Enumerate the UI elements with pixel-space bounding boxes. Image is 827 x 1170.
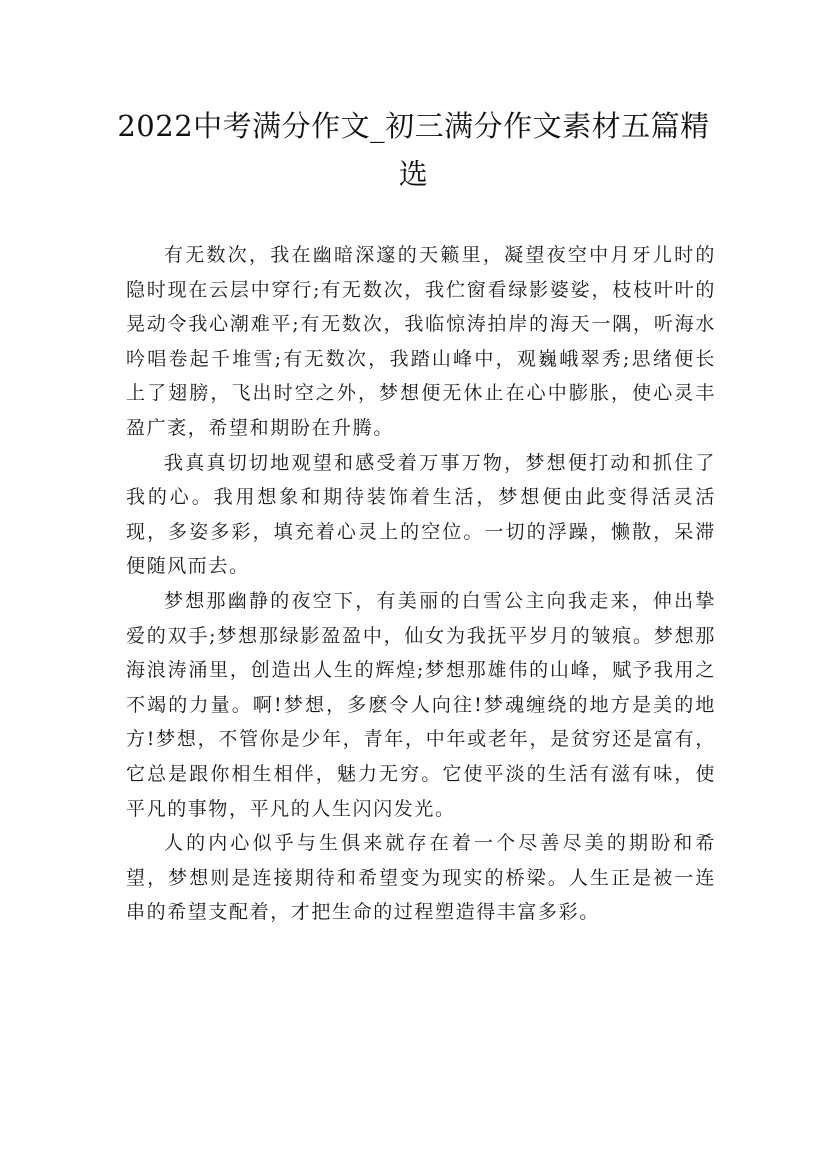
paragraph-3: 梦想那幽静的夜空下，有美丽的白雪公主向我走来，伸出挚爱的双手;梦想那绿影盈盈中，仙女为我抚平岁月的皱痕。梦想那海浪涛涌里，创造出人生的辉煌;梦想那雄伟的山峰，赋予我用之不竭的力量。啊!梦想，多麽令人向往!梦魂缠绕的地方是美的地方!梦想，不管你是少年，青年，中年或老年，是贫穷还是富有，它总是跟你相生相伴，魅力无穷。它使平淡的生活有滋有味，使平凡的事物，平凡的人生闪闪发光。 — [126, 589, 716, 820]
paragraph-1: 有无数次，我在幽暗深邃的天籁里，凝望夜空中月牙儿时的隐时现在云层中穿行;有无数次，我伫窗看绿影婆娑，枝枝叶叶的晃动令我心潮难平;有无数次，我临惊涛拍岸的海天一隅，听海水吟唱卷起千堆雪;有无数次，我踏山峰中，观巍峨翠秀;思绪便长上了翅膀，飞出时空之外，梦想便无休止在心中膨胀，使心灵丰盈广袤，希望和期盼在升腾。 — [126, 244, 716, 439]
document-title: 2022中考满分作文_初三满分作文素材五篇精选 — [117, 109, 710, 191]
paragraph-2: 我真真切切地观望和感受着万事万物，梦想便打动和抓住了我的心。我用想象和期待装饰着生活，梦想便由此变得活灵活现，多姿多彩，填充着心灵上的空位。一切的浮躁，懒散，呆滞便随风而去。 — [126, 451, 716, 578]
document-body — [126, 238, 716, 930]
paragraph-4: 人的内心似乎与生俱来就存在着一个尽善尽美的期盼和希望，梦想则是连接期待和希望变为现实的桥梁。人生正是被一连串的希望支配着，才把生命的过程塑造得丰富多彩。 — [126, 832, 716, 924]
